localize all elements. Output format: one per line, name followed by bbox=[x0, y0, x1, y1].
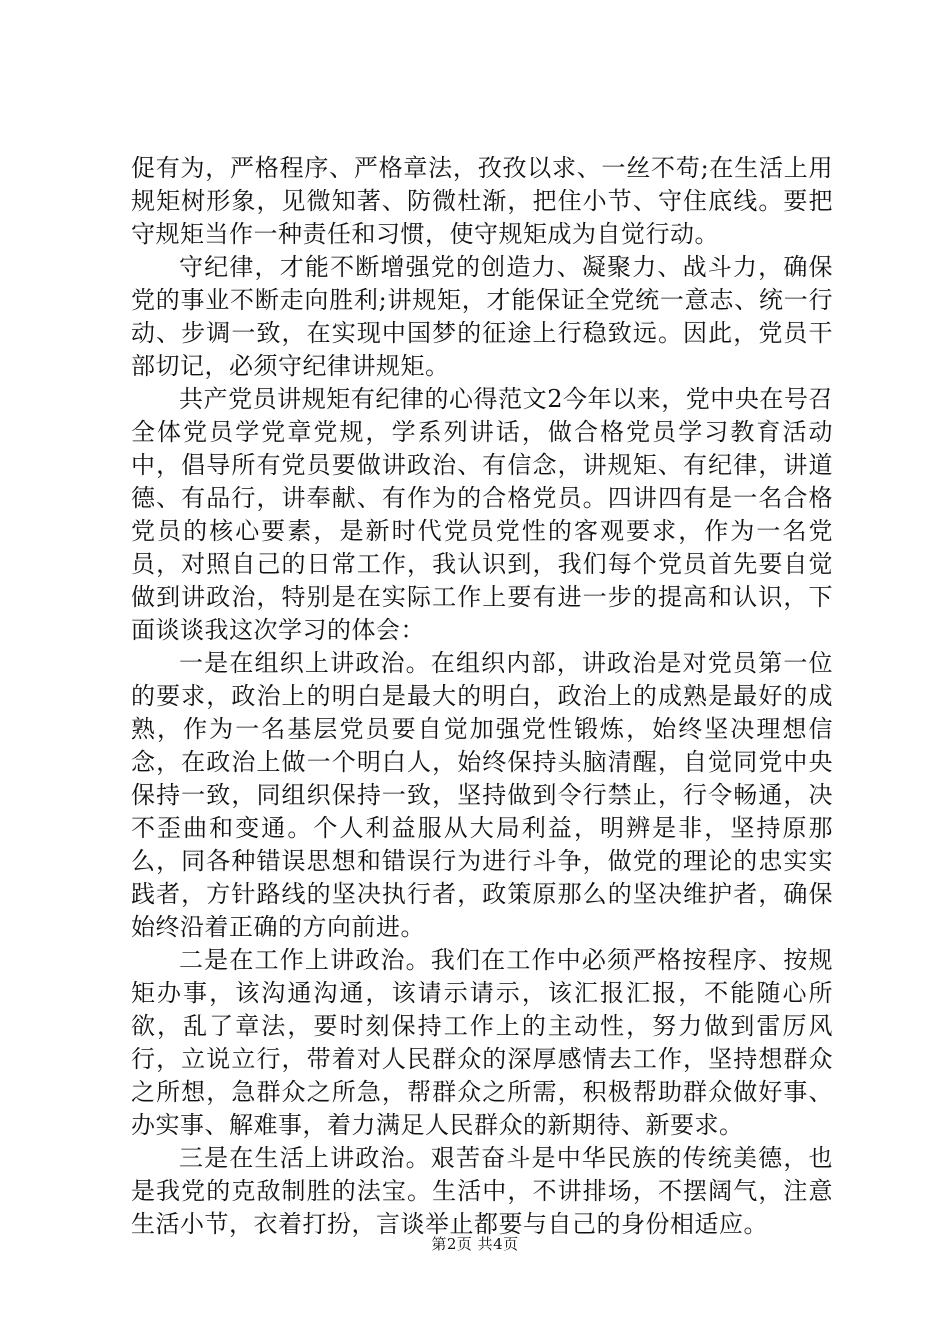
paragraph-5: 二是在工作上讲政治。我们在工作中必须严格按程序、按规矩办事，该沟通沟通，该请示请示，该汇报汇报，不能随心所欲，乱了章法，要时刻保持工作上的主动性，努力做到雷厉风行，立说立行，带着对人民群众的深厚感情去工作，坚持想群众之所想，急群众之所急，帮群众之所需，积极帮助群众做好事、办实事、解难事，着力满足人民群众的新期待、新要求。 bbox=[131, 946, 833, 1139]
paragraph-6: 三是在生活上讲政治。艰苦奋斗是中华民族的传统美德，也是我党的克敌制胜的法宝。生活中，不讲排场，不摆阔气，注意生活小节，衣着打扮，言谈举止都要与自己的身份相适应。 bbox=[131, 1144, 833, 1238]
paragraph-1: 促有为，严格程序、严格章法，孜孜以求、一丝不苟;在生活上用规矩树形象，见微知著、防微杜渐，把住小节、守住底线。要把守规矩当作一种责任和习惯，使守规矩成为自觉行动。 bbox=[131, 154, 833, 248]
paragraph-4: 一是在组织上讲政治。在组织内部，讲政治是对党员第一位的要求，政治上的明白是最大的明白，政治上的成熟是最好的成熟，作为一名基层党员要自觉加强党性锻炼，始终坚决理想信念，在政治上做一个明白人，始终保持头脑清醒，自觉同党中央保持一致，同组织保持一致，坚持做到令行禁止，行令畅通，决不歪曲和变通。个人利益服从大局利益，明辨是非，坚持原那么，同各种错误思想和错误行为进行斗争，做党的理论的忠实实践者，方针路线的坚决执行者，政策原那么的坚决维护者，确保始终沿着正确的方向前进。 bbox=[131, 649, 833, 941]
paragraph-2: 守纪律，才能不断增强党的创造力、凝聚力、战斗力，确保党的事业不断走向胜利;讲规矩，才能保证全党统一意志、统一行动、步调一致，在实现中国梦的征途上行稳致远。因此，党员干部切记，必须守纪律讲规矩。 bbox=[131, 253, 833, 380]
paragraph-3: 共产党员讲规矩有纪律的心得范文2今年以来，党中央在号召全体党员学党章党规，学系列讲话，做合格党员学习教育活动中，倡导所有党员要做讲政治、有信念，讲规矩、有纪律，讲道德、有品行，讲奉献、有作为的合格党员。四讲四有是一名合格党员的核心要素，是新时代党员党性的客观要求，作为一名党员，对照自己的日常工作，我认识到，我们每个党员首先要自觉做到讲政治，特别是在实际工作上要有进一步的提高和认识，下面谈谈我这次学习的体会： bbox=[131, 385, 833, 644]
page-number-footer: 第2页 共4页 bbox=[431, 1235, 519, 1253]
document-body bbox=[131, 152, 833, 1241]
